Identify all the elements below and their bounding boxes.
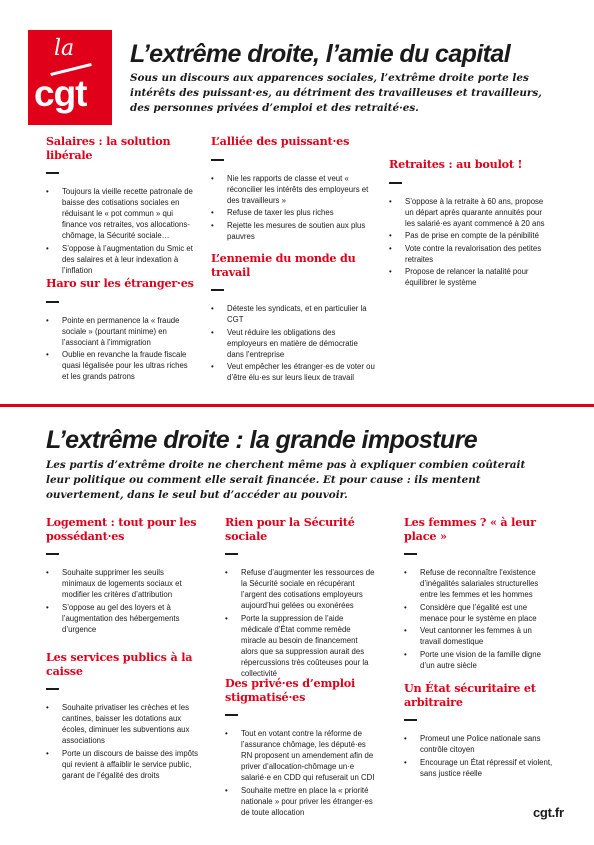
section-dash [389,182,402,184]
section-title: Retraites : au boulot ! [389,157,523,171]
section-securite-sociale [225,516,375,680]
section-title: Haro sur les étranger·es [46,276,194,290]
section-list [46,567,199,635]
list-item: • Oublie en revanche la fraude fiscale quasi légalisée pour les ultras riches et les grands patrons [46,349,196,382]
list-item: • Souhaite privatiser les crèches et les cantines, baisser les dotations aux écoles, diminuer les subventions aux associations [46,702,199,746]
section-salaires [46,135,196,277]
list-item: • Pas de prise en compte de la pénibilité [389,230,554,241]
list-item: • Promeut une Police nationale sans contrôle citoyen [404,733,554,755]
section-dash [211,159,224,161]
logo-cgt-text: cgt [34,73,87,114]
part2-title: L’extrême droite : la grande imposture [46,426,478,454]
section-title: Les services publics à la caisse [46,650,193,678]
section-logement [46,516,199,636]
section-list [404,733,554,779]
part1-title: L’extrême droite, l’amie du capital [130,40,511,68]
list-item: • Vote contre la revalorisation des petites retraites [389,243,554,265]
section-etat-securitaire [404,682,554,780]
section-title: Logement : tout pour les possédant·es [46,515,197,543]
list-item: • Toujours la vieille recette patronale de baisse des cotisations sociales en réduisant le « pot commun » qui finance vos retraites, vos allocations-chômage, la Sécurité sociale… [46,186,196,241]
section-list [389,196,554,289]
list-item: • Refuse de taxer les plus riches [211,207,376,218]
list-item: • Souhaite mettre en place la « priorité nationale » pour priver les étranger·es de toute allocation [225,785,375,818]
cgt-logo [28,30,112,125]
section-list [211,173,376,242]
section-services-publics [46,651,199,782]
section-dash [404,719,417,721]
section-etrangers [46,277,196,384]
section-retraites [389,158,554,290]
list-item: • Rejette les mesures de soutien aux plus pauvres [211,220,376,242]
section-dash [46,688,59,690]
section-dash [211,289,224,291]
list-item: • Porte la suppression de l’aide médicale d’État comme remède miracle au besoin de financement alors que sa suppression aurait des répercussions très coûteuses pour la collectivité [225,613,375,679]
list-item: • S’oppose au gel des loyers et à l’augmentation des hébergements d’urgence [46,602,199,635]
section-list [46,702,199,781]
list-item: • Déteste les syndicats, et en particulier la CGT [211,303,376,325]
section-femmes [404,516,554,672]
section-dash [46,172,59,174]
section-title: Les femmes ? « à leur place » [404,515,536,543]
list-item: • Pointe en permanence la « fraude sociale » (pourtant minime) en l’associant à l’immigration [46,315,196,348]
list-item: • S’oppose à la retraite à 60 ans, propose un départ après quarante annuités pour les salarié·es ayant commencé à 20 ans [389,196,554,229]
list-item: • S’oppose à l’augmentation du Smic et des salaires et à leur indexation à l’inflation [46,243,196,276]
list-item: • Nie les rapports de classe et veut « réconcilier les intérêts des employeurs et des travailleurs » [211,173,376,206]
list-item: • Propose de relancer la natalité pour équilibrer le système [389,266,554,288]
section-monde-travail [211,252,376,385]
section-list [225,728,375,818]
logo-la-text: la [54,36,75,61]
section-dash [46,301,59,303]
section-title: L’alliée des puissant·es [211,134,350,148]
section-dash [225,553,238,555]
section-title: Rien pour la Sécurité sociale [225,515,355,543]
section-title: Des privé·es d’emploi stigmatisé·es [225,676,356,704]
section-dash [404,553,417,555]
list-item: • Refuse de reconnaître l’existence d’inégalités salariales structurelles entre les femmes et les hommes [404,567,554,600]
section-title: Salaires : la solution libérale [46,134,171,162]
list-item: • Encourage un État répressif et violent, sans justice réelle [404,757,554,779]
section-title: Un État sécuritaire et arbitraire [404,681,536,709]
section-list [46,186,196,276]
section-list [404,567,554,671]
list-item: • Refuse d’augmenter les ressources de la Sécurité sociale en récupérant l’argent des cotisations employeurs aujourd’hui gelées ou exonérées [225,567,375,611]
section-dash [46,553,59,555]
section-puissants [211,135,376,243]
part2-lead: Les partis d’extrême droite ne cherchent même pas à expliquer combien coûterait leur politique ou comment elle serait financée. Et pour cause : ils mentent ouvertement, dans le seul but d’accéder au pouvoir. [46,459,526,501]
section-list [211,303,376,383]
list-item: • Porte une vision de la famille digne d’un autre siècle [404,649,554,671]
list-item: • Porte un discours de baisse des impôts qui revient à affaiblir le service public, garant de l’égalité des droits [46,748,199,781]
footer-site-link[interactable]: cgt.fr [533,805,564,820]
list-item: • Veut cantonner les femmes à un travail domestique [404,625,554,647]
section-list [225,567,375,679]
part1-lead: Sous un discours aux apparences sociales, l’extrême droite porte les intérêts des puissant·es, au détriment des travailleuses et travailleurs, des personnes privées d’emploi et des retraité·es. [130,72,542,114]
list-item: • Souhaite supprimer les seuils minimaux de logements sociaux et modifier les critères d’attribution [46,567,199,600]
list-item: • Veut réduire les obligations des employeurs en matière de démocratie dans l’entreprise [211,327,376,360]
section-divider [0,404,594,407]
list-item: • Veut empêcher les étranger·es de voter ou d’être élu·es sur leurs lieux de travail [211,361,376,383]
section-title: L’ennemie du monde du travail [211,251,356,279]
list-item: • Tout en votant contre la réforme de l’assurance chômage, les député·es RN proposent un amendement afin de priver d’allocation-chômage un·e salarié·e en CDD qui refuserait un CDI [225,728,375,783]
section-list [46,315,196,383]
list-item: • Considère que l’égalité est une menace pour le système en place [404,602,554,624]
section-dash [225,714,238,716]
section-prives-emploi [225,677,375,819]
